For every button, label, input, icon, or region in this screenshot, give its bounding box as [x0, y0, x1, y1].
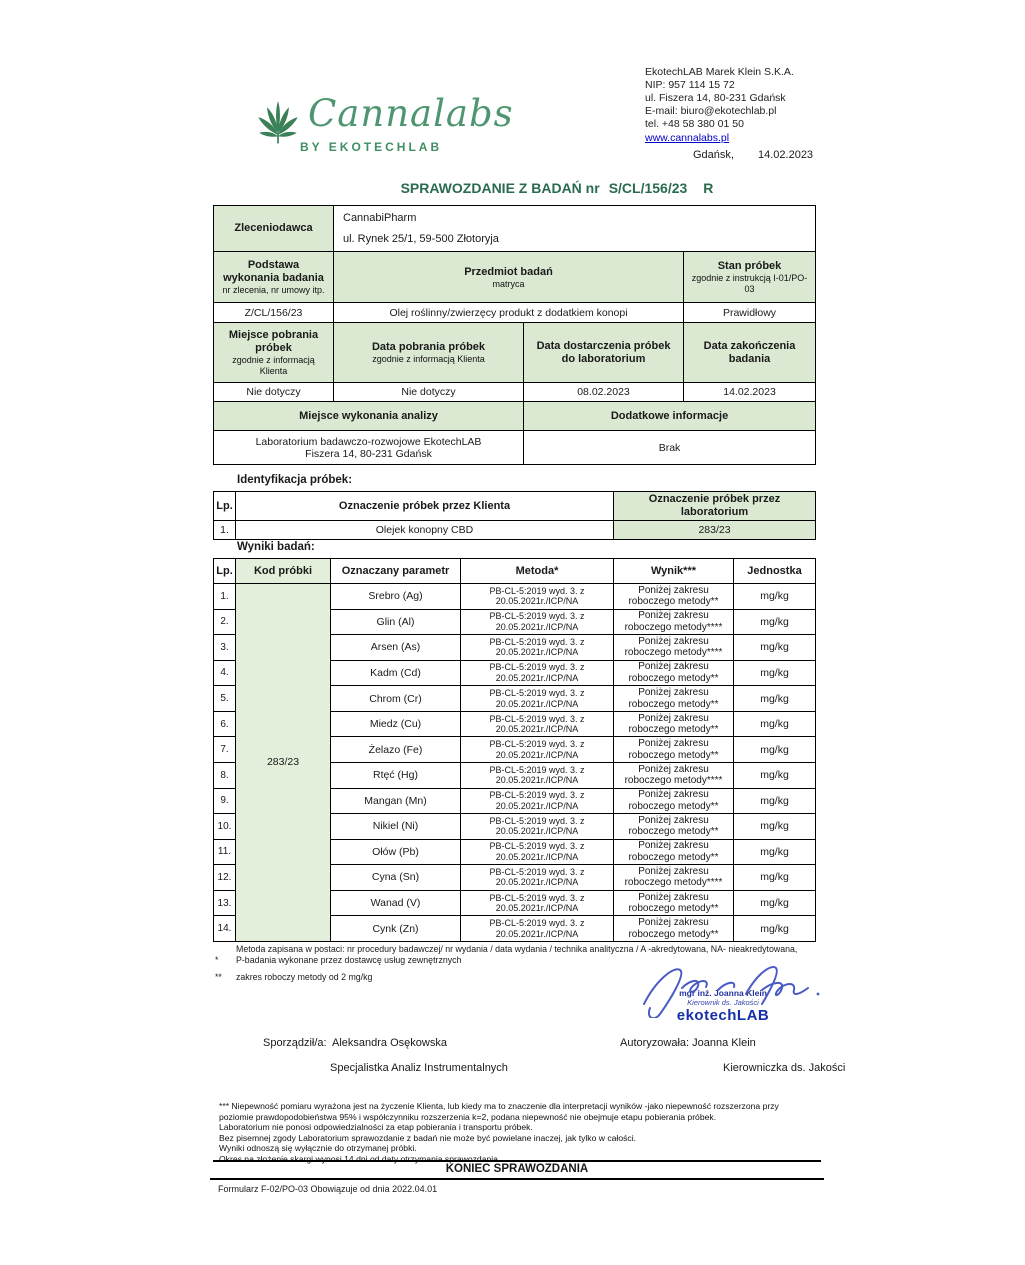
result-method: PB-CL-5:2019 wyd. 3. z 20.05.2021r./ICP/NA	[461, 839, 614, 865]
city: Gdańsk,	[693, 149, 734, 161]
result-method: PB-CL-5:2019 wyd. 3. z 20.05.2021r./ICP/NA	[461, 635, 614, 661]
result-unit: mg/kg	[734, 916, 816, 942]
result-unit: mg/kg	[734, 762, 816, 788]
authorized-by-role: Kierowniczka ds. Jakości	[723, 1062, 846, 1074]
res-col-unit: Jednostka	[734, 559, 816, 584]
footnote-star1: P-badania wykonane przez dostawcę usług zewnętrznych	[236, 954, 462, 965]
results-tbody	[214, 559, 816, 942]
result-method: PB-CL-5:2019 wyd. 3. z 20.05.2021r./ICP/NA	[461, 609, 614, 635]
delivery-date-header-cell: Data dostarczenia próbek do laboratorium	[524, 323, 684, 383]
res-col-lp: Lp.	[214, 559, 236, 584]
basis-value: Z/CL/156/23	[214, 303, 334, 323]
company-info-line: ul. Fiszera 14, 80-231 Gdańsk	[645, 92, 786, 104]
end-rule-bottom	[210, 1178, 824, 1180]
company-info-line: E-mail: biuro@ekotechlab.pl	[645, 105, 777, 117]
result-value: Poniżej zakresu roboczego metody****	[614, 865, 734, 891]
page-title: SPRAWOZDANIE Z BADAŃ nr S/CL/156/23 R	[400, 180, 714, 196]
authorizer-stamp-name: mgr inż. Joanna Klein	[679, 988, 767, 998]
identification-table	[213, 491, 816, 540]
result-unit: mg/kg	[734, 584, 816, 610]
result-parameter: Kadm (Cd)	[331, 660, 461, 686]
result-unit: mg/kg	[734, 890, 816, 916]
end-date-value: 14.02.2023	[684, 383, 816, 402]
id-col-client: Oznaczenie próbek przez Klienta	[236, 492, 614, 521]
sample-code-cell: 283/23	[236, 584, 331, 942]
basis-header-cell: Podstawa wykonania badania nr zlecenia, nr umowy itp.	[214, 252, 334, 303]
result-value: Poniżej zakresu roboczego metody**	[614, 737, 734, 763]
result-parameter: Miedz (Cu)	[331, 711, 461, 737]
res-col-param: Oznaczany parametr	[331, 559, 461, 584]
authorized-by-line: Autoryzowała: Joanna Klein	[620, 1037, 756, 1049]
delivery-date-value: 08.02.2023	[524, 383, 684, 402]
legal-line: Bez pisemnej zgody Laboratorium sprawozdanie z badań nie może być powielane inaczej, jak tylko w całości.	[219, 1132, 637, 1143]
legal-notes	[219, 1101, 839, 1165]
res-col-result: Wynik***	[614, 559, 734, 584]
result-lp: 3.	[214, 635, 236, 661]
result-parameter: Arsen (As)	[331, 635, 461, 661]
result-unit: mg/kg	[734, 686, 816, 712]
website-link[interactable]: www.cannalabs.pl	[645, 132, 730, 144]
result-unit: mg/kg	[734, 635, 816, 661]
result-method: PB-CL-5:2019 wyd. 3. z 20.05.2021r./ICP/NA	[461, 711, 614, 737]
result-lp: 1.	[214, 584, 236, 610]
result-parameter: Żelazo (Fe)	[331, 737, 461, 763]
order-info-table	[213, 205, 816, 465]
id-row-lab: 283/23	[614, 521, 816, 540]
end-date-header-cell: Data zakończenia badania	[684, 323, 816, 383]
company-info-line: NIP: 957 114 15 72	[645, 79, 735, 91]
result-unit: mg/kg	[734, 788, 816, 814]
result-value: Poniżej zakresu roboczego metody**	[614, 839, 734, 865]
result-parameter: Chrom (Cr)	[331, 686, 461, 712]
result-method: PB-CL-5:2019 wyd. 3. z 20.05.2021r./ICP/NA	[461, 762, 614, 788]
end-rule-top	[213, 1160, 821, 1162]
result-parameter: Glin (Al)	[331, 609, 461, 635]
res-col-method: Metoda*	[461, 559, 614, 584]
additional-info-value: Brak	[524, 431, 816, 465]
result-lp: 8.	[214, 762, 236, 788]
company-info-line: EkotechLAB Marek Klein S.K.A.	[645, 66, 794, 78]
report-number: S/CL/156/23	[608, 180, 688, 196]
authorizer-stamp-role: Kierownik ds. Jakości	[687, 998, 759, 1007]
result-parameter: Wanad (V)	[331, 890, 461, 916]
result-value: Poniżej zakresu roboczego metody**	[614, 814, 734, 840]
results-heading: Wyniki badań:	[237, 541, 315, 553]
result-method: PB-CL-5:2019 wyd. 3. z 20.05.2021r./ICP/NA	[461, 737, 614, 763]
prepared-by-name: Aleksandra Osękowska	[332, 1037, 447, 1049]
legal-line: Laboratorium nie ponosi odpowiedzialności za etap pobierania i transportu próbek.	[219, 1122, 533, 1133]
client-value-cell	[334, 206, 816, 252]
id-col-lab: Oznaczenie próbek przez laboratorium	[614, 492, 816, 521]
analysis-place-header-cell: Miejsce wykonania analizy	[214, 402, 524, 431]
form-reference: Formularz F-02/PO-03 Obowiązuje od dnia 2022.04.01	[218, 1184, 438, 1194]
brand-name: Cannalabs	[308, 92, 514, 135]
sampling-date-header-cell: Data pobrania próbek zgodnie z informacją Klienta	[334, 323, 524, 383]
legal-line: *** Niepewność pomiaru wyrażona jest na życzenie Klienta, lub kiedy ma to znaczenie dla interpretacji wyników -jako niepewność rozszerzona przy	[219, 1101, 779, 1111]
result-parameter: Srebro (Ag)	[331, 584, 461, 610]
footnote-star2: zakres roboczy metody od 2 mg/kg	[236, 972, 373, 982]
result-method: PB-CL-5:2019 wyd. 3. z 20.05.2021r./ICP/NA	[461, 814, 614, 840]
report-date: 14.02.2023	[758, 149, 814, 161]
result-lp: 12.	[214, 865, 236, 891]
result-parameter: Rtęć (Hg)	[331, 762, 461, 788]
company-lines	[645, 66, 855, 131]
result-method: PB-CL-5:2019 wyd. 3. z 20.05.2021r./ICP/NA	[461, 584, 614, 610]
table-row	[214, 584, 816, 610]
subject-header-cell: Przedmiot badań matryca	[334, 252, 684, 303]
result-unit: mg/kg	[734, 839, 816, 865]
end-of-report-title: KONIEC SPRAWOZDANIA	[445, 1163, 589, 1175]
result-method: PB-CL-5:2019 wyd. 3. z 20.05.2021r./ICP/NA	[461, 890, 614, 916]
result-value: Poniżej zakresu roboczego metody****	[614, 635, 734, 661]
result-value: Poniżej zakresu roboczego metody****	[614, 762, 734, 788]
company-info	[645, 66, 855, 145]
handwritten-signature	[626, 960, 826, 1018]
prepared-by-role: Specjalistka Analiz Instrumentalnych	[330, 1062, 508, 1074]
result-unit: mg/kg	[734, 865, 816, 891]
res-col-code: Kod próbki	[236, 559, 331, 584]
state-header-cell: Stan próbek zgodnie z instrukcją I-01/PO-03	[684, 252, 816, 303]
ekotechlab-logo: ekotechLAB	[676, 1007, 770, 1024]
client-label-cell: Zleceniodawca	[214, 206, 334, 252]
id-row-lp: 1.	[214, 521, 236, 540]
result-method: PB-CL-5:2019 wyd. 3. z 20.05.2021r./ICP/NA	[461, 686, 614, 712]
result-lp: 2.	[214, 609, 236, 635]
result-value: Poniżej zakresu roboczego metody**	[614, 916, 734, 942]
result-value: Poniżej zakresu roboczego metody**	[614, 788, 734, 814]
result-method: PB-CL-5:2019 wyd. 3. z 20.05.2021r./ICP/NA	[461, 865, 614, 891]
id-row-client: Olejek konopny CBD	[236, 521, 614, 540]
method-footnotes: Metoda zapisana w postaci: nr procedury badawczej/ nr wydania / data wydania / technika analityczna / A -akredytowana, NA- nieakredytowana, * P-badania wykonane przez dostawcę usług zewnętrznych ** zakres roboczy metody od 2 mg/kg	[215, 944, 798, 982]
result-lp: 5.	[214, 686, 236, 712]
authorized-by-name: Joanna Klein	[692, 1037, 756, 1049]
result-parameter: Cynk (Zn)	[331, 916, 461, 942]
result-parameter: Cyna (Sn)	[331, 865, 461, 891]
client-address: ul. Rynek 25/1, 59-500 Złotoryja	[343, 233, 499, 245]
result-unit: mg/kg	[734, 814, 816, 840]
result-value: Poniżej zakresu roboczego metody**	[614, 890, 734, 916]
company-info-line: tel. +48 58 380 01 50	[645, 118, 744, 130]
cannabis-leaf-icon	[252, 100, 304, 152]
results-table	[213, 558, 816, 942]
result-value: Poniżej zakresu roboczego metody****	[614, 609, 734, 635]
result-value: Poniżej zakresu roboczego metody**	[614, 660, 734, 686]
id-col-lp: Lp.	[214, 492, 236, 521]
prepared-by-label: Sporządził/a:	[263, 1037, 327, 1049]
report-revision: R	[703, 180, 714, 196]
result-lp: 9.	[214, 788, 236, 814]
result-unit: mg/kg	[734, 711, 816, 737]
client-name: CannabiPharm	[343, 212, 417, 224]
result-lp: 7.	[214, 737, 236, 763]
legal-line: poziomie prawdopodobieństwa 95% i współczynniku rozszerzenia k=2, podana niepewność nie obejmuje etapu pobierania próbek.	[219, 1111, 717, 1122]
result-parameter: Mangan (Mn)	[331, 788, 461, 814]
result-lp: 10.	[214, 814, 236, 840]
brand-subtitle: BY EKOTECHLAB	[300, 140, 443, 154]
result-lp: 11.	[214, 839, 236, 865]
legal-line: Wyniki odnoszą się wyłącznie do otrzymanej próbki.	[219, 1143, 417, 1154]
legal-line: Okres na złożenie skargi wynosi 14 dni od daty otrzymania sprawozdania.	[219, 1153, 501, 1164]
result-unit: mg/kg	[734, 660, 816, 686]
identification-heading: Identyfikacja próbek:	[237, 474, 353, 486]
sampling-place-header-cell: Miejsce pobrania próbek zgodnie z informacją Klienta	[214, 323, 334, 383]
result-parameter: Ołów (Pb)	[331, 839, 461, 865]
result-method: PB-CL-5:2019 wyd. 3. z 20.05.2021r./ICP/NA	[461, 660, 614, 686]
result-method: PB-CL-5:2019 wyd. 3. z 20.05.2021r./ICP/NA	[461, 788, 614, 814]
footnote-method: Metoda zapisana w postaci: nr procedury badawczej/ nr wydania / data wydania / technika analityczna / A -akredytowana, NA- nieakredytowana,	[236, 944, 798, 954]
result-lp: 6.	[214, 711, 236, 737]
result-unit: mg/kg	[734, 609, 816, 635]
analysis-place-value: Laboratorium badawczo-rozwojowe EkotechLAB Fiszera 14, 80-231 Gdańsk	[214, 431, 524, 465]
result-method: PB-CL-5:2019 wyd. 3. z 20.05.2021r./ICP/NA	[461, 916, 614, 942]
sampling-place-value: Nie dotyczy	[214, 383, 334, 402]
result-parameter: Nikiel (Ni)	[331, 814, 461, 840]
result-value: Poniżej zakresu roboczego metody**	[614, 584, 734, 610]
additional-info-header-cell: Dodatkowe informacje	[524, 402, 816, 431]
state-value: Prawidłowy	[684, 303, 816, 323]
sampling-date-value: Nie dotyczy	[334, 383, 524, 402]
result-unit: mg/kg	[734, 737, 816, 763]
result-lp: 14.	[214, 916, 236, 942]
signature-block	[618, 966, 828, 1024]
subject-value: Olej roślinny/zwierzęcy produkt z dodatkiem konopi	[334, 303, 684, 323]
result-value: Poniżej zakresu roboczego metody**	[614, 686, 734, 712]
result-lp: 4.	[214, 660, 236, 686]
result-value: Poniżej zakresu roboczego metody**	[614, 711, 734, 737]
table-row	[214, 521, 816, 540]
result-lp: 13.	[214, 890, 236, 916]
